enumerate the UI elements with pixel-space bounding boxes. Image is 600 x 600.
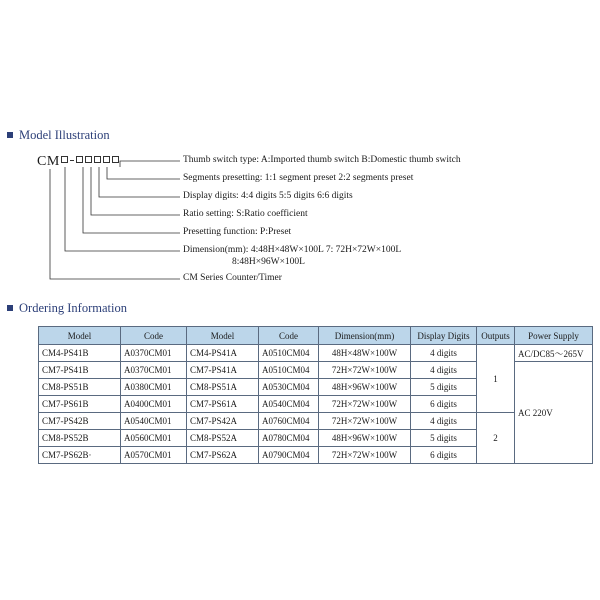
cell-model-b: CM7-PS62B·	[39, 447, 121, 464]
cell-code-b: A0540CM01	[121, 413, 187, 430]
cell-code-a: A0530CM04	[259, 379, 319, 396]
cell-model-a: CM7-PS61A	[187, 396, 259, 413]
cell-dimension: 48H×96W×100W	[319, 430, 411, 447]
cell-model-b: CM8-PS51B	[39, 379, 121, 396]
cell-model-a: CM7-PS42A	[187, 413, 259, 430]
cell-display-digits: 6 digits	[411, 447, 477, 464]
cell-model-b: CM7-PS42B	[39, 413, 121, 430]
cell-model-a: CM8-PS51A	[187, 379, 259, 396]
desc-series: CM Series Counter/Timer	[183, 273, 282, 283]
cell-model-a: CM4-PS41A	[187, 345, 259, 362]
table-row	[39, 413, 593, 430]
table-row	[39, 345, 593, 362]
cell-display-digits: 5 digits	[411, 430, 477, 447]
table-header-row	[39, 327, 593, 345]
col-header-display-digits: Display Digits	[411, 327, 477, 345]
cell-code-b: A0570CM01	[121, 447, 187, 464]
cell-dimension: 72H×72W×100W	[319, 447, 411, 464]
cell-model-a: CM8-PS52A	[187, 430, 259, 447]
model-prefix: CM	[37, 154, 60, 169]
cell-power-acdc: AC/DC85～265V	[515, 345, 593, 362]
leader-line-segments	[107, 167, 180, 179]
cell-code-b: A0380CM01	[121, 379, 187, 396]
col-header-dimension: Dimension(mm)	[319, 327, 411, 345]
leader-line-ratio	[91, 167, 180, 215]
cell-outputs-1: 1	[477, 345, 515, 413]
cell-code-b: A0560CM01	[121, 430, 187, 447]
leader-line-switch	[120, 161, 180, 167]
cell-dimension: 72H×72W×100W	[319, 413, 411, 430]
cell-display-digits: 6 digits	[411, 396, 477, 413]
cell-model-a: CM7-PS41A	[187, 362, 259, 379]
desc-thumb-switch: Thumb switch type: A:Imported thumb switch B:Domestic thumb switch	[183, 155, 461, 165]
ordering-table	[38, 326, 593, 464]
cell-model-b: CM7-PS41B	[39, 362, 121, 379]
cell-model-b: CM7-PS61B	[39, 396, 121, 413]
cell-display-digits: 4 digits	[411, 362, 477, 379]
desc-ratio: Ratio setting: S:Ratio coefficient	[183, 209, 308, 219]
cell-code-a: A0760CM04	[259, 413, 319, 430]
col-header-model-a: Model	[187, 327, 259, 345]
cell-model-b: CM8-PS52B	[39, 430, 121, 447]
cell-dimension: 48H×48W×100W	[319, 345, 411, 362]
cell-display-digits: 4 digits	[411, 345, 477, 362]
cell-model-a: CM7-PS62A	[187, 447, 259, 464]
cell-model-b: CM4-PS41B	[39, 345, 121, 362]
leader-line-preset	[83, 167, 180, 233]
desc-display-digits: Display digits: 4:4 digits 5:5 digits 6:6 digits	[183, 191, 353, 201]
col-header-code-a: Code	[259, 327, 319, 345]
cell-dimension: 72H×72W×100W	[319, 362, 411, 379]
desc-dimension-2: 8:48H×96W×100L	[232, 257, 305, 267]
leader-line-digits	[99, 167, 180, 197]
desc-presetting: Presetting function: P:Preset	[183, 227, 292, 237]
cell-code-b: A0370CM01	[121, 362, 187, 379]
cell-power-ac220: AC 220V	[515, 362, 593, 464]
section-title-model-illustration: Model Illustration	[7, 128, 110, 143]
cell-code-a: A0790CM04	[259, 447, 319, 464]
desc-segments: Segments presetting: 1:1 segment preset 2:2 segments preset	[183, 173, 414, 183]
cell-code-a: A0780CM04	[259, 430, 319, 447]
col-header-model-b: Model	[39, 327, 121, 345]
cell-code-a: A0510CM04	[259, 345, 319, 362]
cell-outputs-2: 2	[477, 413, 515, 464]
cell-display-digits: 5 digits	[411, 379, 477, 396]
leader-line-dimension	[65, 167, 180, 251]
cell-dimension: 72H×72W×100W	[319, 396, 411, 413]
cell-code-b: A0400CM01	[121, 396, 187, 413]
bullet-square-icon	[7, 305, 13, 311]
col-header-power-supply: Power Supply	[515, 327, 593, 345]
col-header-code-b: Code	[121, 327, 187, 345]
leader-line-series	[50, 169, 180, 279]
cell-dimension: 48H×96W×100W	[319, 379, 411, 396]
cell-display-digits: 4 digits	[411, 413, 477, 430]
col-header-outputs: Outputs	[477, 327, 515, 345]
cell-code-a: A0510CM04	[259, 362, 319, 379]
cell-code-a: A0540CM04	[259, 396, 319, 413]
cell-code-b: A0370CM01	[121, 345, 187, 362]
section-title-ordering-information: Ordering Information	[7, 301, 127, 316]
desc-dimension: Dimension(mm): 4:48H×48W×100L 7: 72H×72W×100L	[183, 245, 402, 255]
